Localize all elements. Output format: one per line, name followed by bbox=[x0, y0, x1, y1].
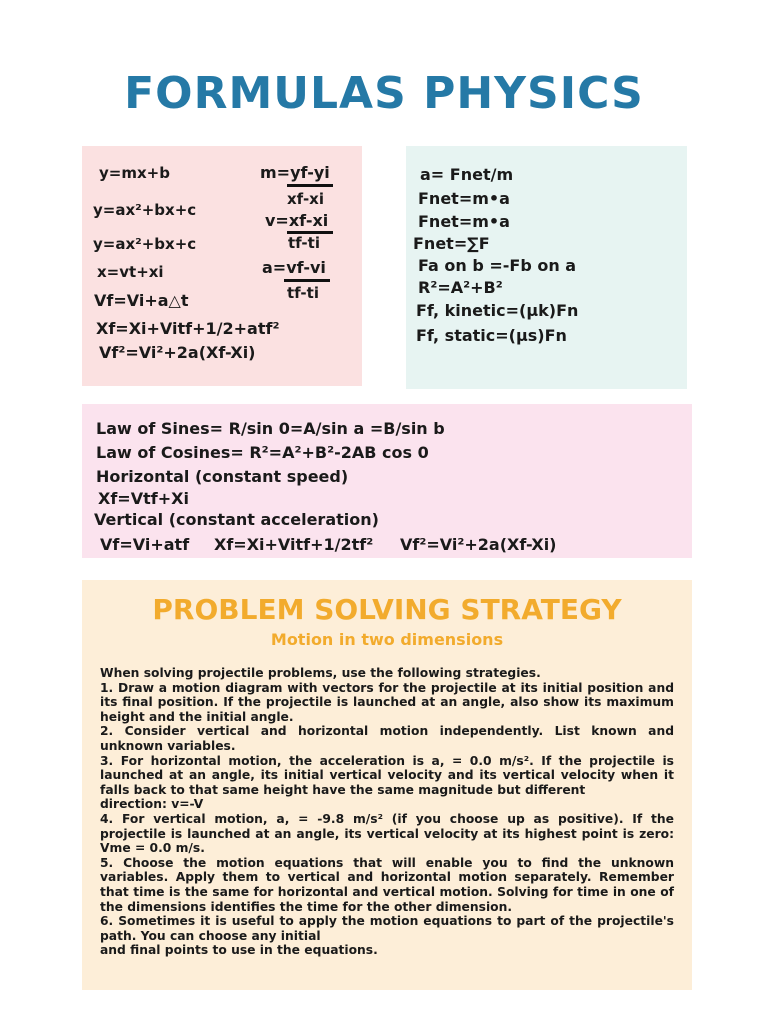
formula-position: x=vt+xi bbox=[97, 263, 164, 281]
strategy-step: 6. Sometimes it is useful to apply the motion equations to part of the projectile's path. You can choose any initial bbox=[100, 914, 674, 943]
formula-line: y=mx+b bbox=[99, 164, 170, 182]
accel-numerator: a=vf-vi bbox=[262, 258, 326, 277]
formula-net-force: Fnet=m•a bbox=[418, 212, 510, 231]
forces-panel bbox=[406, 146, 687, 389]
strategy-step: 4. For vertical motion, a, = -9.8 m/s² (if you choose up as positive). If the projectile is launched at an angle, its vertical velocity at its highest point is zero: Vme = 0.0 m/s. bbox=[100, 811, 674, 856]
formula-kinetic-friction: Ff, kinetic=(μk)Fn bbox=[416, 301, 579, 320]
strategy-step: and final points to use in the equations. bbox=[100, 943, 378, 958]
kinematics-panel bbox=[82, 146, 362, 386]
page-title: FORMULAS PHYSICS bbox=[124, 68, 644, 119]
strategy-step: direction: v=-V bbox=[100, 797, 204, 812]
projectile-panel bbox=[82, 404, 692, 558]
strategy-step: 5. Choose the motion equations that will enable you to find the unknown variables. Apply them to vertical and horizontal motion separately. Remember that time is the same for horizontal and vertical motion. Solving for time in one of the dimensions identifies the time for the other dimension. bbox=[100, 855, 674, 914]
velocity-denominator: tf-ti bbox=[288, 234, 320, 252]
law-of-cosines: Law of Cosines= R²=A²+B²-2AB cos 0 bbox=[96, 443, 429, 462]
formula-displacement: Xf=Xi+Vitf+1/2+atf² bbox=[96, 319, 280, 338]
slope-numerator: m=yf-yi bbox=[260, 163, 330, 182]
underline bbox=[287, 184, 333, 187]
strategy-step: 3. For horizontal motion, the acceleration is a, = 0.0 m/s². If the projectile is launched at an angle, its initial vertical velocity and its vertical velocity when it falls back to that same height have the same magnitude but different bbox=[100, 753, 674, 797]
strategy-intro: When solving projectile problems, use the following strategies. bbox=[100, 666, 541, 680]
formula-third-law: Fa on b =-Fb on a bbox=[418, 256, 577, 275]
underline bbox=[284, 279, 330, 282]
strategy-body bbox=[100, 666, 674, 958]
formula-velocity-squared: Vf²=Vi²+2a(Xf-Xi) bbox=[99, 343, 256, 362]
strategy-title: PROBLEM SOLVING STRATEGY bbox=[152, 593, 622, 626]
law-of-sines: Law of Sines= R/sin 0=A/sin a =B/sin b bbox=[96, 419, 445, 438]
vertical-equation: Vf=Vi+atf bbox=[100, 535, 190, 554]
accel-denominator: tf-ti bbox=[287, 284, 319, 302]
vertical-equation: Vf²=Vi²+2a(Xf-Xi) bbox=[400, 535, 557, 554]
formula-static-friction: Ff, static=(μs)Fn bbox=[416, 326, 567, 345]
slope-denominator: xf-xi bbox=[287, 190, 324, 208]
strategy-subtitle: Motion in two dimensions bbox=[270, 630, 504, 649]
horizontal-heading: Horizontal (constant speed) bbox=[96, 467, 349, 486]
strategy-panel bbox=[82, 580, 692, 990]
vertical-heading: Vertical (constant acceleration) bbox=[94, 510, 379, 529]
formula-quadratic: y=ax²+bx+c bbox=[93, 201, 197, 219]
formula-quadratic: y=ax²+bx+c bbox=[93, 235, 197, 253]
formula-resultant: R²=A²+B² bbox=[418, 278, 503, 297]
velocity-numerator: v=xf-xi bbox=[265, 211, 329, 230]
strategy-step: 1. Draw a motion diagram with vectors for the projectile at its initial position and its final position. If the projectile is launched at an angle, also show its maximum height and the initial angle. bbox=[100, 680, 674, 724]
horizontal-equation: Xf=Vtf+Xi bbox=[98, 489, 189, 508]
formula-velocity: Vf=Vi+a△t bbox=[94, 291, 189, 310]
formula-sum-force: Fnet=∑F bbox=[413, 234, 490, 253]
formula-net-force: Fnet=m•a bbox=[418, 189, 510, 208]
formula-acceleration: a= Fnet/m bbox=[420, 165, 514, 184]
vertical-equation: Xf=Xi+Vitf+1/2tf² bbox=[214, 535, 374, 554]
strategy-step: 2. Consider vertical and horizontal motion independently. List known and unknown variables. bbox=[100, 724, 674, 753]
